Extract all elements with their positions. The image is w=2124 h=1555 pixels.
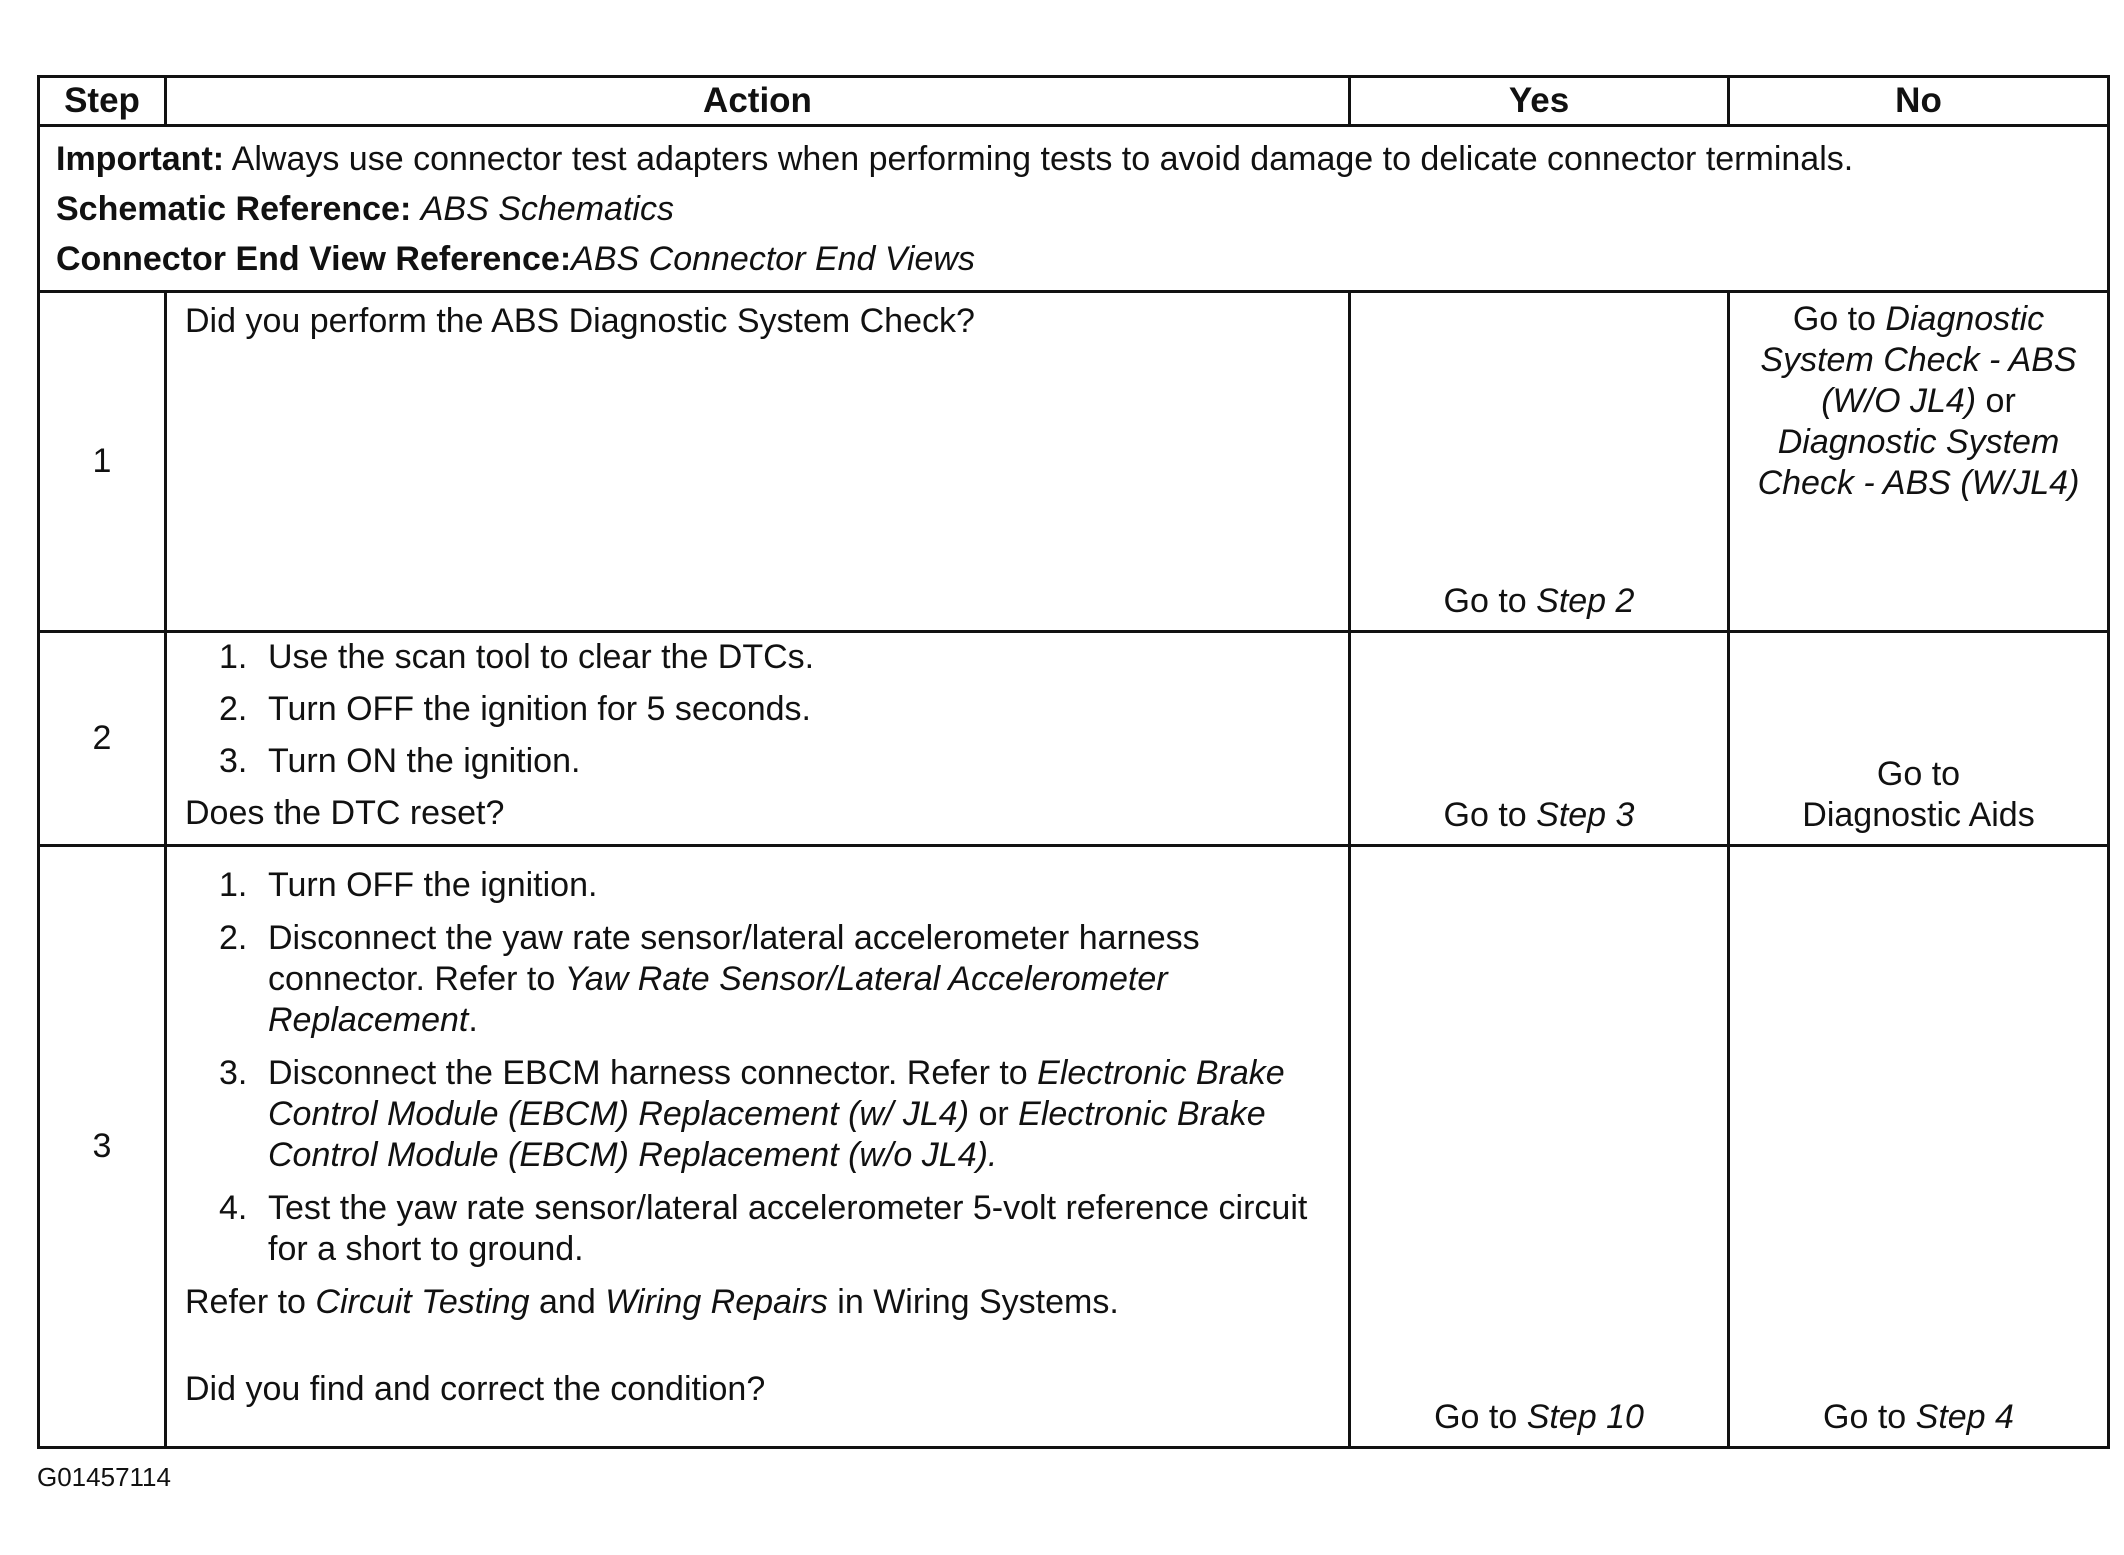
yes-cell — [1350, 632, 1729, 846]
item-text: Turn ON the ignition. — [268, 742, 581, 780]
no-cell — [1729, 632, 2109, 846]
yes-step-link[interactable]: Step 10 — [1526, 1398, 1644, 1436]
yes-step-link[interactable]: Step 2 — [1536, 582, 1635, 620]
yes-cell — [1350, 846, 1729, 1448]
important-line — [56, 134, 2091, 184]
schematic-ref: ABS Schematics — [420, 190, 674, 228]
header-step: Step — [39, 77, 166, 126]
wiring-repairs-link[interactable]: Wiring Repairs — [605, 1283, 828, 1321]
list-item — [185, 1053, 1330, 1176]
schematic-reference-line — [56, 184, 2091, 234]
ebcm-replacement-jl4-link[interactable]: Electronic Brake Control Module (EBCM) Replacement (w/ JL4) — [268, 1054, 1285, 1133]
header-action: Action — [166, 77, 1350, 126]
item-number: 3. — [219, 1054, 248, 1092]
yaw-rate-sensor-replacement-link[interactable]: Yaw Rate Sensor/Lateral Accelerometer Replacement — [268, 960, 1168, 1039]
diagnostic-table-document — [37, 75, 2107, 1449]
table-row-step-1 — [39, 292, 2109, 632]
list-item — [185, 689, 1330, 730]
connector-reference-line — [56, 234, 2091, 284]
no-step-link[interactable]: Step 4 — [1915, 1398, 2014, 1436]
figure-id: G01457114 — [37, 1462, 171, 1492]
no-ref-link-1[interactable]: Diagnostic System Check - ABS (W/O JL4) — [1760, 300, 2077, 420]
step-2-list — [185, 637, 1330, 782]
item-text: Use the scan tool to clear the DTCs. — [268, 638, 815, 676]
list-item — [185, 865, 1330, 906]
list-item — [185, 741, 1330, 782]
item-number: 1. — [219, 866, 248, 904]
no-or: or — [1976, 382, 2016, 420]
item-number: 1. — [219, 638, 248, 676]
question: Did you perform the ABS Diagnostic System Check? — [185, 302, 975, 340]
refer-line — [185, 1282, 1330, 1323]
important-notes — [39, 126, 2109, 292]
list-item — [185, 1188, 1330, 1270]
table-row-step-3 — [39, 846, 2109, 1448]
yes-cell — [1350, 292, 1729, 632]
yes-prefix: Go to — [1443, 796, 1537, 834]
step-3-list — [185, 865, 1330, 1270]
question: Does the DTC reset? — [185, 794, 505, 832]
header-row — [39, 77, 2109, 126]
refer-and: and — [529, 1283, 606, 1321]
header-no: No — [1729, 77, 2109, 126]
connector-ref: ABS Connector End Views — [571, 240, 975, 278]
table-row-step-2 — [39, 632, 2109, 846]
item-number: 3. — [219, 742, 248, 780]
connector-label: Connector End View Reference: — [56, 240, 572, 278]
no-prefix: Go to — [1823, 1398, 1916, 1436]
refer-prefix: Refer to — [185, 1283, 316, 1321]
step-number: 1 — [39, 292, 166, 632]
schematic-label: Schematic Reference: — [56, 190, 412, 228]
no-prefix: Go to — [1792, 300, 1886, 338]
diagnostic-table — [37, 75, 2110, 1449]
item-or: or — [969, 1095, 1019, 1133]
step-number: 3 — [39, 846, 166, 1448]
step-number: 2 — [39, 632, 166, 846]
no-cell — [1729, 292, 2109, 632]
circuit-testing-link[interactable]: Circuit Testing — [315, 1283, 530, 1321]
action-cell — [166, 846, 1350, 1448]
action-cell — [166, 632, 1350, 846]
yes-prefix: Go to — [1443, 582, 1537, 620]
ebcm-replacement-wo-jl4-link[interactable]: Electronic Brake Control Module (EBCM) Replacement (w/o JL4). — [268, 1095, 1266, 1174]
important-row — [39, 126, 2109, 292]
no-diagnostic-aids-link[interactable]: Diagnostic Aids — [1802, 796, 2035, 834]
item-number: 2. — [219, 919, 248, 957]
important-text: Always use connector test adapters when performing tests to avoid damage to delicate connector terminals. — [224, 140, 1854, 178]
header-yes: Yes — [1350, 77, 1729, 126]
list-item — [185, 918, 1330, 1041]
no-cell — [1729, 846, 2109, 1448]
item-end: . — [468, 1001, 478, 1039]
item-text: Turn OFF the ignition for 5 seconds. — [268, 690, 811, 728]
no-line-1: Go to — [1876, 755, 1961, 793]
item-number: 2. — [219, 690, 248, 728]
item-text: Disconnect the EBCM harness connector. Refer to — [268, 1054, 1038, 1092]
action-cell — [166, 292, 1350, 632]
yes-step-link[interactable]: Step 3 — [1536, 796, 1635, 834]
list-item — [185, 637, 1330, 678]
item-text: Disconnect the yaw rate sensor/lateral accelerometer harness connector. Refer to — [268, 919, 1200, 998]
important-label: Important: — [56, 140, 225, 178]
item-text: Turn OFF the ignition. — [268, 866, 598, 904]
item-text: Test the yaw rate sensor/lateral accelerometer 5-volt reference circuit for a short to ground. — [268, 1189, 1308, 1268]
item-number: 4. — [219, 1189, 248, 1227]
yes-prefix: Go to — [1434, 1398, 1527, 1436]
refer-suffix: in Wiring Systems. — [827, 1283, 1119, 1321]
question: Did you find and correct the condition? — [185, 1370, 766, 1408]
no-ref-link-2[interactable]: Diagnostic System Check - ABS (W/JL4) — [1757, 423, 2080, 502]
